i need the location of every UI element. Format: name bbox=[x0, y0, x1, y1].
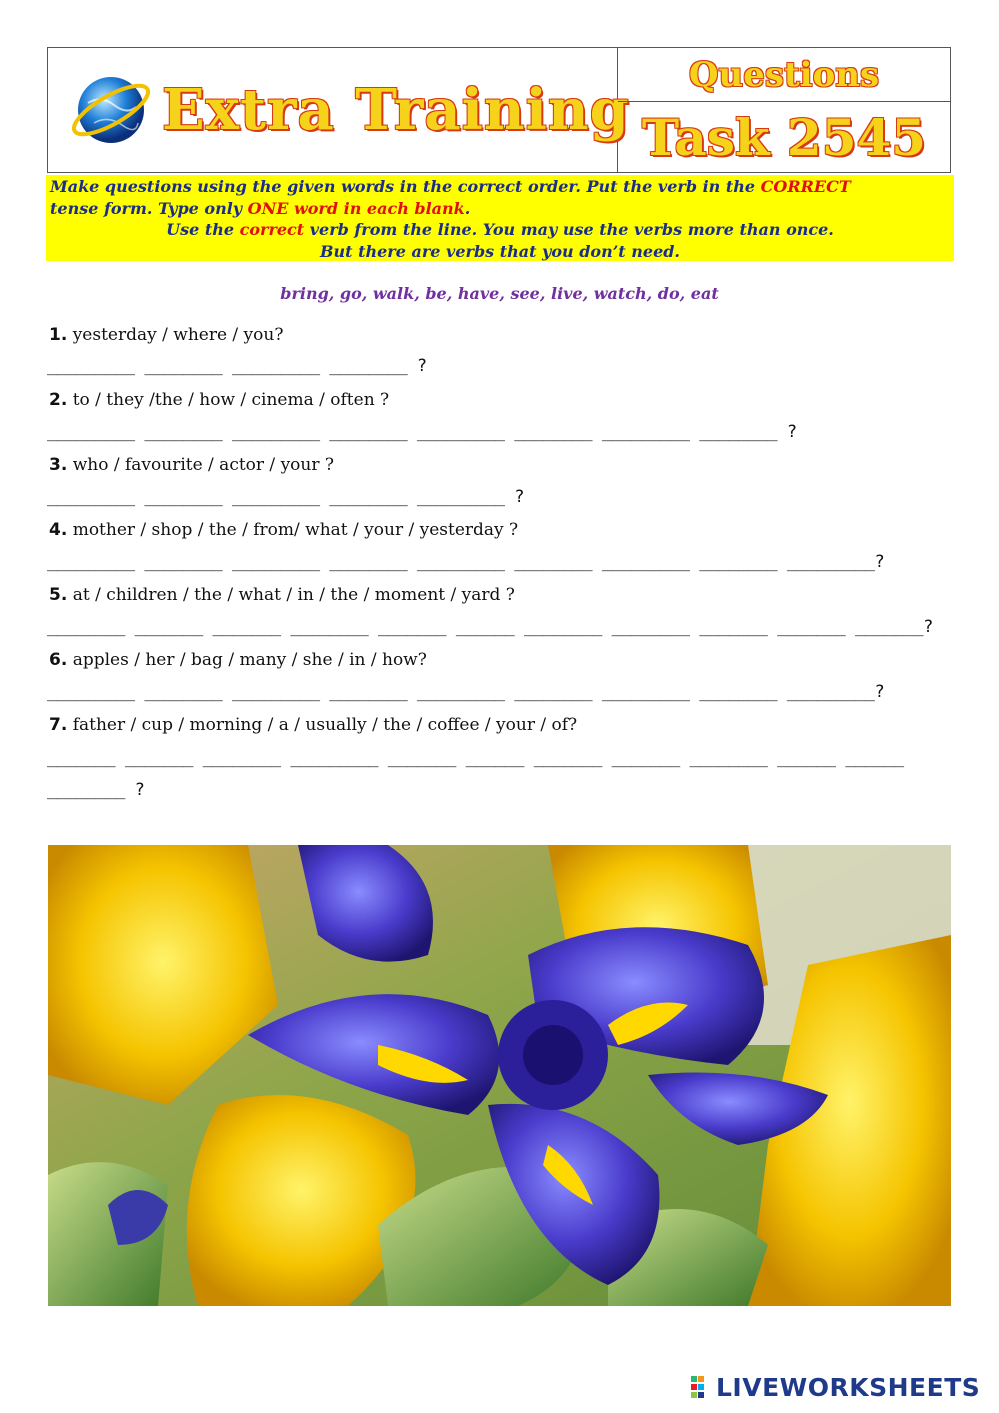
question-number: 2. bbox=[49, 390, 68, 410]
worksheet-title: Extra Training bbox=[162, 77, 630, 143]
instruction-line-4: But there are verbs that you don’t need. bbox=[319, 241, 680, 261]
instruction-highlight: correct bbox=[239, 220, 305, 239]
question-words: to / they /the / how / cinema / often ? bbox=[72, 390, 390, 410]
instruction-line-2 bbox=[50, 198, 950, 220]
answer-blanks-1[interactable]: _________ ________ _________ ________ ? bbox=[47, 356, 427, 376]
iris-flower-image bbox=[48, 845, 951, 1306]
instruction-line-3 bbox=[50, 219, 950, 241]
question-words: yesterday / where / you? bbox=[67, 325, 284, 345]
question-number: 6. bbox=[49, 650, 68, 670]
question-words: father / cup / morning / a / usually / the / coffee / your / of? bbox=[72, 715, 578, 735]
question-4 bbox=[49, 520, 518, 540]
instruction-text: tense form. Type only bbox=[50, 198, 248, 218]
instruction-text: . bbox=[464, 198, 471, 218]
question-1 bbox=[49, 325, 283, 345]
instruction-text: Make questions using the given words in the correct order. Put the verb in the bbox=[50, 177, 761, 196]
globe-icon bbox=[66, 65, 156, 155]
instruction-text: verb from the line. You may use the verbs more than once. bbox=[304, 220, 834, 239]
question-words: mother / shop / the / from/ what / your / yesterday ? bbox=[72, 520, 519, 540]
question-words: at / children / the / what / in / the / moment / yard ? bbox=[72, 585, 515, 605]
answer-blanks-3[interactable]: _________ ________ _________ ________ _________ ? bbox=[47, 487, 525, 507]
question-number: 7. bbox=[49, 715, 68, 735]
question-number: 1. bbox=[49, 325, 68, 345]
instructions-box bbox=[46, 175, 954, 261]
instruction-highlight: CORRECT bbox=[760, 177, 851, 196]
answer-blanks-2[interactable]: _________ ________ _________ ________ _________ ________ _________ ________ ? bbox=[47, 422, 797, 442]
question-3 bbox=[49, 455, 334, 475]
instruction-text: Use the bbox=[166, 220, 240, 239]
answer-blanks-5[interactable]: ________ _______ _______ ________ _______ ______ ________ ________ _______ _______ _______? bbox=[47, 617, 933, 637]
header-title-cell bbox=[48, 48, 630, 172]
verb-list: bring, go, walk, be, have, see, live, watch, do, eat bbox=[280, 284, 719, 303]
question-number: 3. bbox=[49, 455, 68, 475]
instruction-highlight: ONE word in each blank bbox=[247, 198, 465, 218]
question-5 bbox=[49, 585, 515, 605]
instruction-line-1 bbox=[50, 176, 950, 198]
flower-illustration bbox=[48, 845, 951, 1306]
answer-blanks-7[interactable]: _______ _______ ________ _________ _______ ______ _______ _______ ________ ______ ______ bbox=[47, 748, 904, 768]
task-number: Task 2545 bbox=[641, 107, 927, 167]
liveworksheets-logo[interactable] bbox=[691, 1373, 980, 1402]
liveworksheets-logo-icon bbox=[691, 1374, 713, 1402]
question-number: 4. bbox=[49, 520, 68, 540]
question-words: who / favourite / actor / your ? bbox=[72, 455, 334, 475]
question-number: 5. bbox=[49, 585, 68, 605]
category-label: Questions bbox=[618, 48, 950, 102]
header-task-cell bbox=[618, 48, 950, 172]
question-6 bbox=[49, 650, 427, 670]
answer-blanks-6[interactable]: _________ ________ _________ ________ _________ ________ _________ ________ _________? bbox=[47, 682, 885, 702]
brand-name: LIVEWORKSHEETS bbox=[716, 1373, 981, 1402]
answer-blanks-4[interactable]: _________ ________ _________ ________ _________ ________ _________ ________ _________? bbox=[47, 552, 885, 572]
question-2 bbox=[49, 390, 389, 410]
question-7 bbox=[49, 715, 577, 735]
question-words: apples / her / bag / many / she / in / how? bbox=[72, 650, 427, 670]
worksheet-header bbox=[47, 47, 951, 173]
answer-blanks-7-continued[interactable]: ________ ? bbox=[47, 780, 145, 800]
